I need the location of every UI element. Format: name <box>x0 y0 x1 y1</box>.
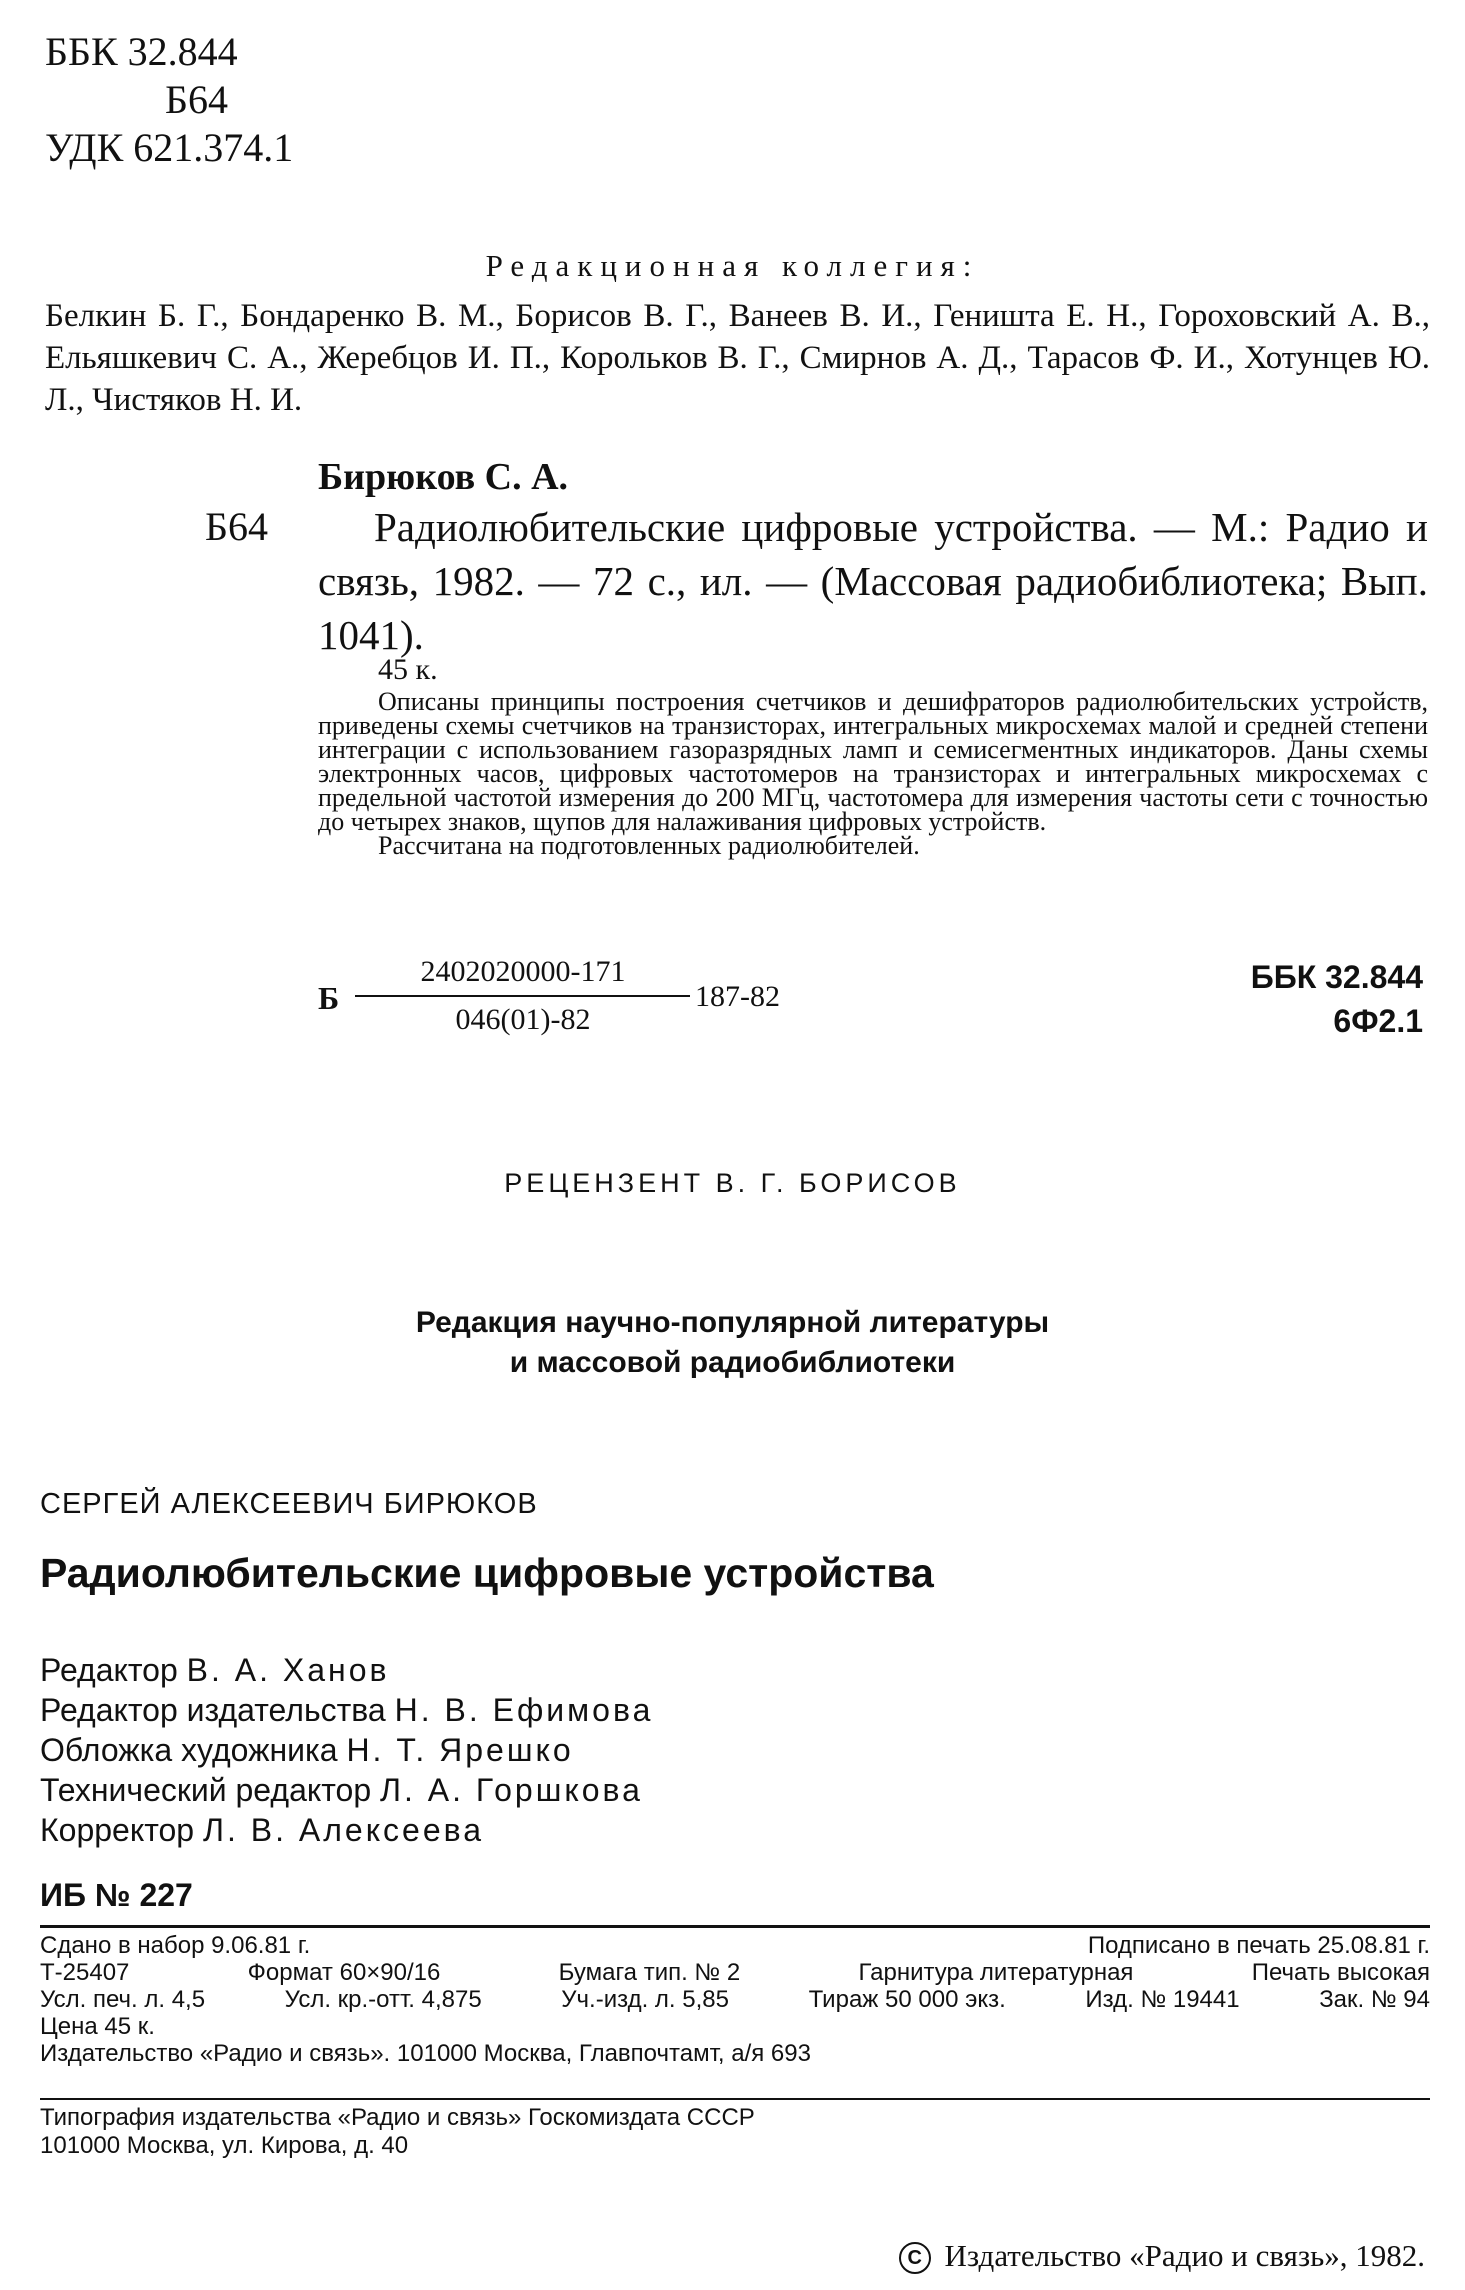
imprint-cell: Тираж 50 000 экз. <box>808 1986 1006 2013</box>
entry-description-text: Радиолюбительские цифровые устройства. — М.: Радио и связь, 1982. — 72 с., ил. — (Массовая радиобиблиотека; Вып. 1041). <box>318 504 1428 658</box>
imprint-cell: Усл. печ. л. 4,5 <box>40 1986 206 2013</box>
imprint-rule-bottom <box>40 2098 1430 2100</box>
credit-name: Л. В. Алексеева <box>202 1812 485 1848</box>
audience-note: Рассчитана на подготовленных радиолюбителей. <box>378 831 920 860</box>
credit-line <box>40 1810 653 1850</box>
imprint-cell: Усл. кр.-отт. 4,875 <box>284 1986 482 2013</box>
imprint-cell: Изд. № 19441 <box>1085 1986 1240 2013</box>
imprint-cell: Формат 60×90/16 <box>247 1959 441 1986</box>
imprint-row-dates <box>40 1932 1430 1959</box>
code-numerator: 2402020000-171 <box>420 955 626 988</box>
printer-line-2: 101000 Москва, ул. Кирова, д. 40 <box>40 2132 409 2159</box>
imprint-cell: Бумага тип. № 2 <box>558 1959 741 1986</box>
reviewer: РЕЦЕНЗЕНТ В. Г. БОРИСОВ <box>504 1168 961 1198</box>
credit-role: Редактор <box>40 1652 178 1688</box>
credit-role: Технический редактор <box>40 1772 372 1808</box>
credit-line <box>40 1730 653 1770</box>
book-title: Радиолюбительские цифровые устройства <box>40 1550 934 1596</box>
imprint-row-volume <box>40 1986 1430 2013</box>
code-letter: Б <box>318 980 340 1016</box>
credit-name: Л. А. Горшкова <box>380 1772 643 1808</box>
imprint-price: Цена 45 к. <box>40 2013 155 2040</box>
credit-name: Н. В. Ефимова <box>394 1692 654 1728</box>
bbk-right-class: 6Ф2.1 <box>1333 1003 1423 1039</box>
credit-line <box>40 1690 653 1730</box>
imprint-row-format <box>40 1959 1430 1986</box>
abstract <box>318 687 1428 860</box>
printer-line-1: Типография издательства «Радио и связь» Госкомиздата СССР <box>40 2104 755 2131</box>
full-author-name: СЕРГЕЙ АЛЕКСЕЕВИЧ БИРЮКОВ <box>40 1488 538 1520</box>
credit-role: Редактор издательства <box>40 1692 386 1728</box>
redaction-block <box>0 1303 1465 1383</box>
redaction-line-1: Редакция научно-популярной литературы <box>415 1306 1050 1339</box>
code-denominator: 046(01)-82 <box>455 1003 591 1036</box>
imprint-block <box>40 1932 1430 2067</box>
redaction-line-2: и массовой радиобиблиотеки <box>509 1346 956 1379</box>
classification-block <box>45 28 293 172</box>
author-mark: Б64 <box>165 77 228 122</box>
copyright-icon: C <box>899 2242 931 2274</box>
copyright-text: Издательство «Радио и связь», 1982. <box>944 2238 1425 2273</box>
imprint-cell: Печать высокая <box>1251 1959 1430 1986</box>
imprint-cell: Зак. № 94 <box>1319 1986 1430 2013</box>
entry-index: Б64 <box>205 504 268 549</box>
credit-role: Обложка художника <box>40 1732 338 1768</box>
imprint-cell: Уч.-изд. л. 5,85 <box>561 1986 729 2013</box>
entry-description <box>318 500 1428 662</box>
udk-code: УДК 621.374.1 <box>45 125 294 170</box>
submitted-date: Сдано в набор 9.06.81 г. <box>40 1932 311 1959</box>
bbk-right-block <box>1251 955 1423 1043</box>
entry-price: 45 к. <box>378 653 438 686</box>
credit-role: Корректор <box>40 1812 195 1848</box>
entry-author: Бирюков С. А. <box>318 456 569 498</box>
credit-name: Н. Т. Ярешко <box>346 1732 574 1768</box>
editorial-board-members: Белкин Б. Г., Бондаренко В. М., Борисов В. Г., Ванеев В. И., Геништа Е. Н., Гороховский А. В., Ельяшкевич С. А., Жеребцов И. П., Корольков В. Г., Смирнов А. Д., Тарасов Ф. И., Хотунцев Ю. Л., Чистяков Н. И. <box>45 298 1430 418</box>
imprint-cell: Гарнитура литературная <box>858 1959 1134 1986</box>
credit-line <box>40 1650 653 1690</box>
credits <box>40 1650 653 1850</box>
ib-number: ИБ № 227 <box>40 1877 193 1913</box>
credit-name: В. А. Ханов <box>186 1652 390 1688</box>
imprint-cell: Т-25407 <box>40 1959 130 1986</box>
fraction-rule <box>355 995 690 997</box>
bbk-code: ББК 32.844 <box>45 29 238 74</box>
copyright <box>899 2238 1425 2274</box>
code-order: 187-82 <box>695 980 780 1013</box>
imprint-rule-top <box>40 1925 1430 1928</box>
editorial-board-heading: Редакционная коллегия: <box>485 248 980 283</box>
abstract-text: Описаны принципы построения счетчиков и дешифраторов радиолюбительских устройств, приведены схемы счетчиков на транзисторах, интегральных микросхемах малой и средней степени интеграции с использованием газоразрядных ламп и семисегментных индикаторов. Даны схемы электронных часов, цифровых частотомеров на транзисторах и интегральных микросхемах с предельной частотой измерения до 200 МГц, частотомера для измерения частоты сети с точностью до четырех знаков, щупов для налаживания цифровых устройств. <box>318 687 1428 836</box>
bbk-right-code: ББК 32.844 <box>1250 959 1423 995</box>
signed-date: Подписано в печать 25.08.81 г. <box>1087 1932 1430 1959</box>
credit-line <box>40 1770 653 1810</box>
imprint-publisher: Издательство «Радио и связь». 101000 Москва, Главпочтамт, а/я 693 <box>40 2040 811 2067</box>
printer-block <box>40 2104 755 2160</box>
